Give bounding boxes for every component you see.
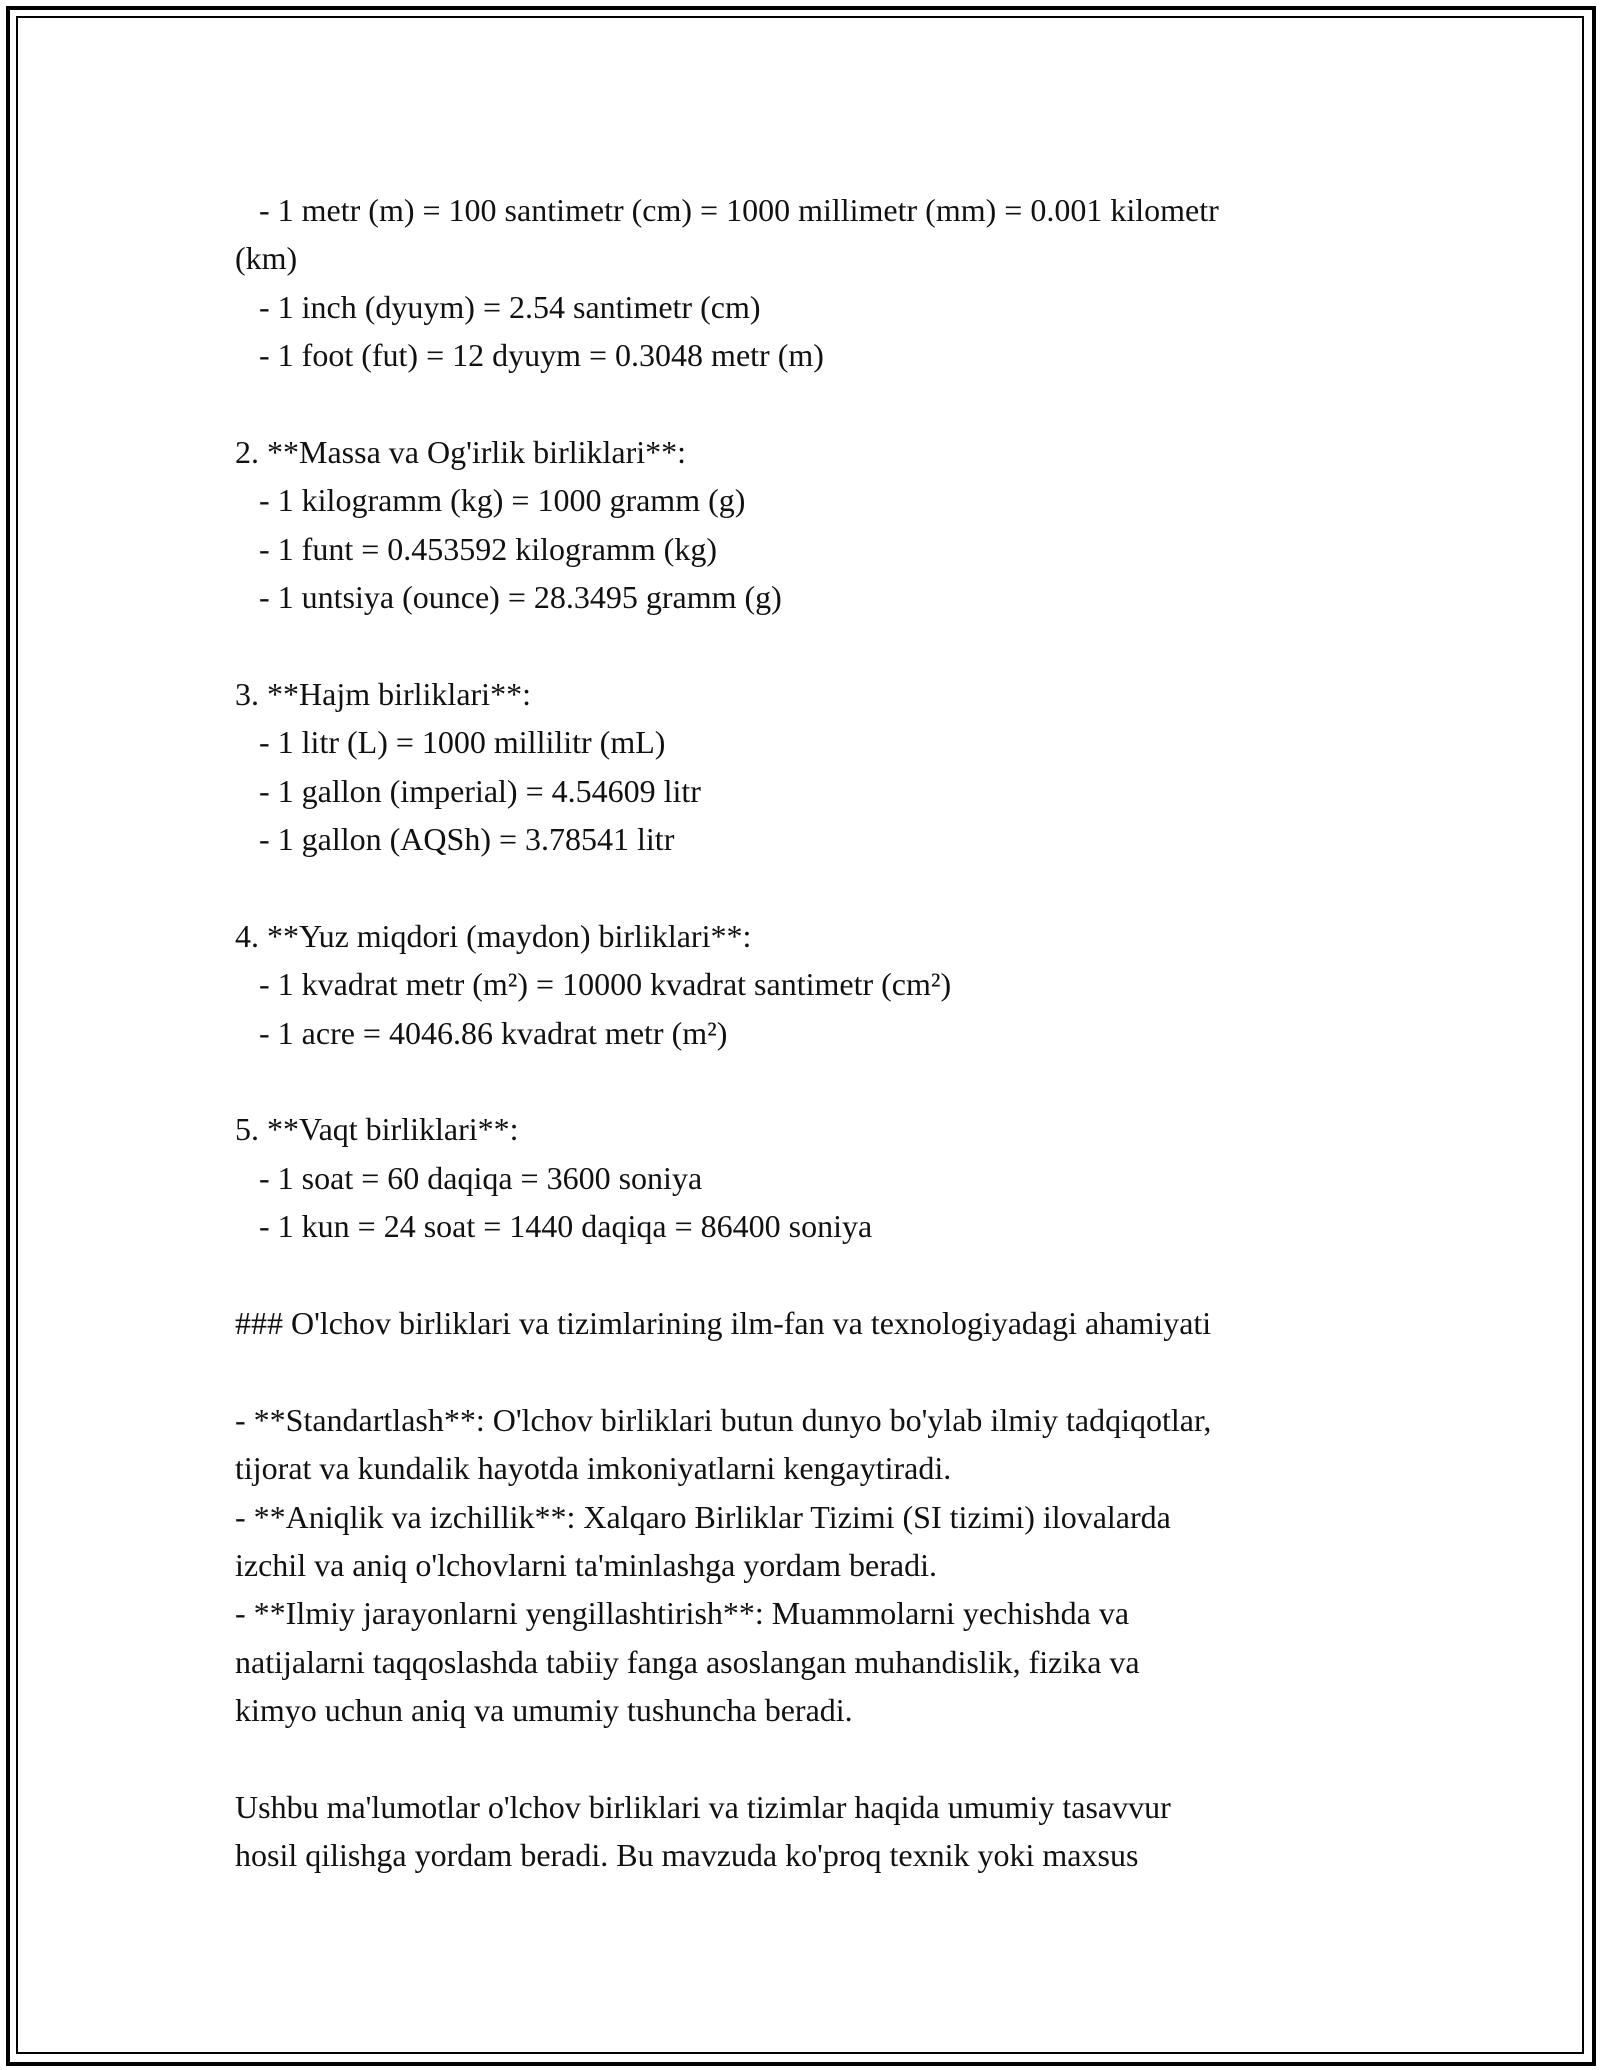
- blank-line: [235, 863, 1415, 911]
- text-line: natijalarni taqqoslashda tabiiy fanga asoslangan muhandislik, fizika va: [235, 1643, 1140, 1680]
- text-line: - 1 inch (dyuym) = 2.54 santimetr (cm): [235, 288, 761, 325]
- section-heading: 5. **Vaqt birliklari**:: [235, 1111, 519, 1148]
- blank-line: [235, 622, 1415, 670]
- text-line: - 1 gallon (AQSh) = 3.78541 litr: [235, 821, 675, 858]
- blank-line: [235, 1347, 1415, 1395]
- blank-line: [235, 1735, 1415, 1783]
- text-line: (km): [235, 240, 298, 277]
- text-line: - 1 untsiya (ounce) = 28.3495 gramm (g): [235, 579, 782, 616]
- markdown-heading: ### O'lchov birliklari va tizimlarining ilm-fan va texnologiyadagi ahamiyati: [235, 1304, 1212, 1341]
- text-line: - 1 metr (m) = 100 santimetr (cm) = 1000 millimetr (mm) = 0.001 kilometr: [235, 192, 1219, 228]
- section-heading: 3. **Hajm birliklari**:: [235, 675, 531, 712]
- text-line: - **Aniqlik va izchillik**: Xalqaro Birliklar Tizimi (SI tizimi) ilovalarda: [235, 1498, 1171, 1535]
- text-line: Ushbu ma'lumotlar o'lchov birliklari va tizimlar haqida umumiy tasavvur: [235, 1788, 1171, 1825]
- section-heading: 4. **Yuz miqdori (maydon) birliklari**:: [235, 917, 752, 954]
- text-line: - **Ilmiy jarayonlarni yengillashtirish**: Muammolarni yechishda va: [235, 1595, 1130, 1632]
- text-line: kimyo uchun aniq va umumiy tushuncha beradi.: [235, 1692, 853, 1729]
- text-line: - 1 kilogramm (kg) = 1000 gramm (g): [235, 482, 746, 519]
- document-body: [235, 186, 1415, 1880]
- section-heading: 2. **Massa va Og'irlik birliklari**:: [235, 433, 687, 470]
- text-line: - **Standartlash**: O'lchov birliklari butun dunyo bo'ylab ilmiy tadqiqotlar,: [235, 1401, 1212, 1438]
- text-line: - 1 litr (L) = 1000 millilitr (mL): [235, 724, 666, 761]
- text-line: hosil qilishga yordam beradi. Bu mavzuda ko'proq texnik yoki maxsus: [235, 1837, 1139, 1874]
- text-line: izchil va aniq o'lchovlarni ta'minlashga yordam beradi.: [235, 1546, 937, 1583]
- blank-line: [235, 380, 1415, 428]
- text-line: - 1 funt = 0.453592 kilogramm (kg): [235, 530, 717, 567]
- text-line: - 1 kun = 24 soat = 1440 daqiqa = 86400 soniya: [235, 1208, 873, 1245]
- text-line: - 1 acre = 4046.86 kvadrat metr (m²): [235, 1014, 728, 1051]
- blank-line: [235, 1251, 1415, 1299]
- text-line: - 1 gallon (imperial) = 4.54609 litr: [235, 772, 701, 809]
- text-line: - 1 foot (fut) = 12 dyuym = 0.3048 metr (m): [235, 337, 824, 374]
- text-line: - 1 soat = 60 daqiqa = 3600 soniya: [235, 1159, 703, 1196]
- blank-line: [235, 1057, 1415, 1105]
- text-line: tijorat va kundalik hayotda imkoniyatlarni kengaytiradi.: [235, 1450, 952, 1487]
- text-line: - 1 kvadrat metr (m²) = 10000 kvadrat santimetr (cm²): [235, 966, 952, 1003]
